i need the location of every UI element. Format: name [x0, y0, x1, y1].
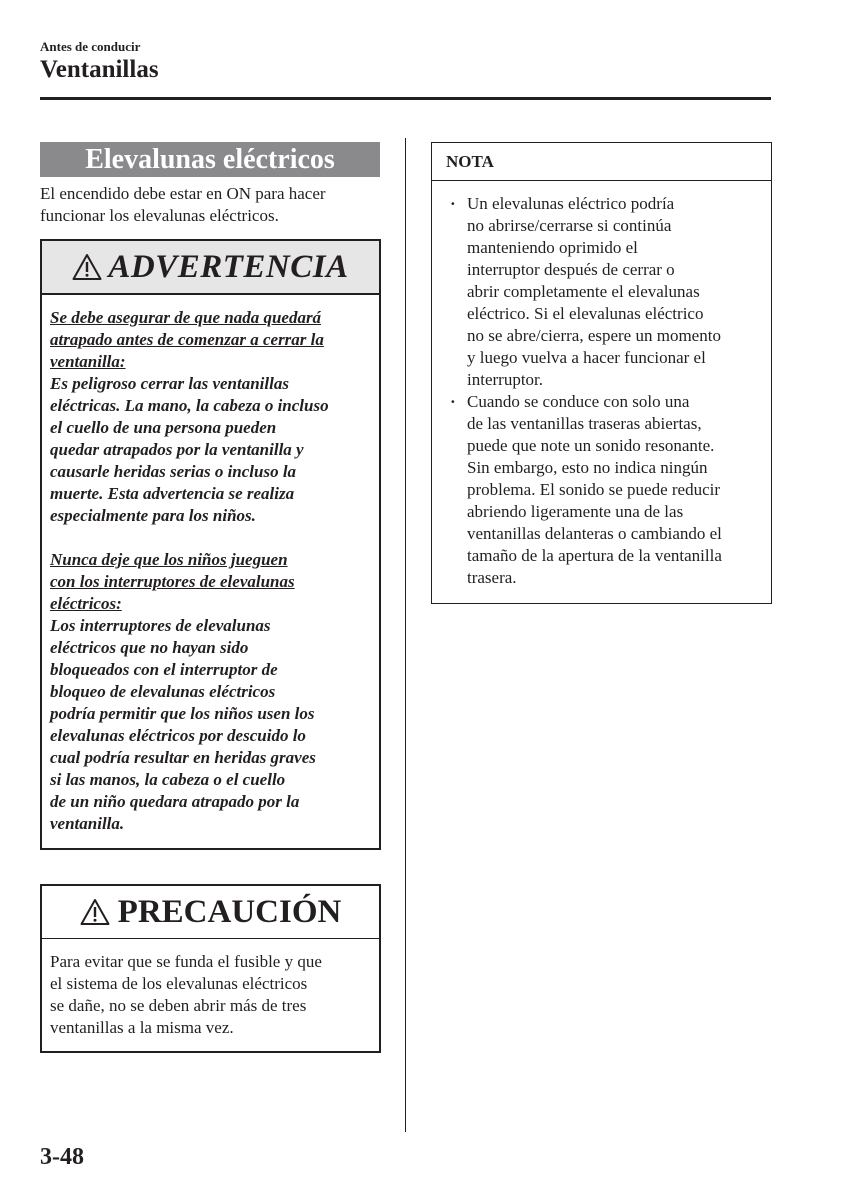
text-line: abriendo ligeramente una de las [467, 502, 684, 521]
warning-title: ADVERTENCIA [108, 248, 349, 285]
caution-title: PRECAUCIÓN [117, 893, 342, 930]
warning-triangle-icon [80, 898, 110, 926]
header-rule [40, 97, 771, 100]
text-line: si las manos, la cabeza o el cuello [50, 770, 286, 789]
chapter-title: Ventanillas [40, 56, 159, 83]
text-line: problema. El sonido se puede reducir [467, 480, 721, 499]
text-line: Es peligroso cerrar las ventanillas [50, 374, 289, 393]
text-line: elevalunas eléctricos por descuido lo [50, 726, 306, 745]
text-line: especialmente para los niños. [50, 506, 256, 525]
column-divider [405, 138, 406, 1132]
text-line: ventanilla: [50, 352, 126, 371]
text-line: · Cuando se conduce con solo una [467, 392, 690, 411]
page-number: 3-48 [40, 1144, 84, 1170]
warning-text-1 [50, 373, 371, 527]
list-item [446, 193, 763, 391]
text-line: Para evitar que se funda el fusible y que [50, 952, 322, 971]
text-line: ventanilla. [50, 814, 125, 833]
text-line: interruptor. [467, 370, 544, 389]
text-line: con los interruptores de elevalunas [50, 572, 295, 591]
text-line: · Un elevalunas eléctrico podría [467, 194, 675, 213]
text-line: eléctricas. La mano, la cabeza o incluso [50, 396, 329, 415]
caution-box [40, 884, 381, 1053]
text-line: bloqueados con el interruptor de [50, 660, 278, 679]
text-line: de un niño quedara atrapado por la [50, 792, 300, 811]
text-line: eléctrico. Si el elevalunas eléctrico [467, 304, 704, 323]
warning-text-2 [50, 615, 371, 835]
text-line: no abrirse/cerrarse si continúa [467, 216, 672, 235]
text-line: el sistema de los elevalunas eléctricos [50, 974, 308, 993]
text-line: cual podría resultar en heridas graves [50, 748, 316, 767]
warning-body [42, 295, 379, 835]
text-line: eléctricos que no hayan sido [50, 638, 249, 657]
note-title: NOTA [432, 143, 771, 181]
warning-heading-1 [50, 307, 371, 373]
text-line: eléctricos: [50, 594, 122, 613]
text-line: abrir completamente el elevalunas [467, 282, 700, 301]
text-line: Sin embargo, esto no indica ningún [467, 458, 708, 477]
text-line: no se abre/cierra, espere un momento [467, 326, 721, 345]
caution-header [42, 886, 379, 939]
section-banner: Elevalunas eléctricos [40, 142, 380, 177]
text-line: podría permitir que los niños usen los [50, 704, 315, 723]
warning-heading-2 [50, 549, 371, 615]
caution-body [42, 939, 379, 1039]
text-line: ventanillas a la misma vez. [50, 1018, 234, 1037]
section-label: Antes de conducir [40, 39, 141, 54]
text-line: causarle heridas serias o incluso la [50, 462, 297, 481]
text-line: Se debe asegurar de que nada quedará [50, 308, 322, 327]
intro-line: El encendido debe estar en ON para hacer [40, 184, 326, 203]
text-line: bloqueo de elevalunas eléctricos [50, 682, 276, 701]
text-line: quedar atrapados por la ventanilla y [50, 440, 304, 459]
text-line: Nunca deje que los niños jueguen [50, 550, 288, 569]
text-line: tamaño de la apertura de la ventanilla [467, 546, 722, 565]
text-line: se dañe, no se deben abrir más de tres [50, 996, 307, 1015]
text-line: de las ventanillas traseras abiertas, [467, 414, 702, 433]
note-list [432, 181, 771, 589]
note-box [431, 142, 772, 604]
text-line: manteniendo oprimido el [467, 238, 638, 257]
intro-line: funcionar los elevalunas eléctricos. [40, 206, 279, 225]
text-line: interruptor después de cerrar o [467, 260, 675, 279]
text-line: Los interruptores de elevalunas [50, 616, 271, 635]
text-line: puede que note un sonido resonante. [467, 436, 715, 455]
warning-triangle-icon [72, 253, 102, 281]
text-line: atrapado antes de comenzar a cerrar la [50, 330, 324, 349]
warning-header [42, 241, 379, 295]
text-line: ventanillas delanteras o cambiando el [467, 524, 722, 543]
intro-paragraph [40, 183, 390, 227]
text-line: el cuello de una persona pueden [50, 418, 277, 437]
text-line: muerte. Esta advertencia se realiza [50, 484, 295, 503]
text-line: trasera. [467, 568, 517, 587]
warning-box [40, 239, 381, 850]
list-item [446, 391, 763, 589]
text-line: y luego vuelva a hacer funcionar el [467, 348, 706, 367]
